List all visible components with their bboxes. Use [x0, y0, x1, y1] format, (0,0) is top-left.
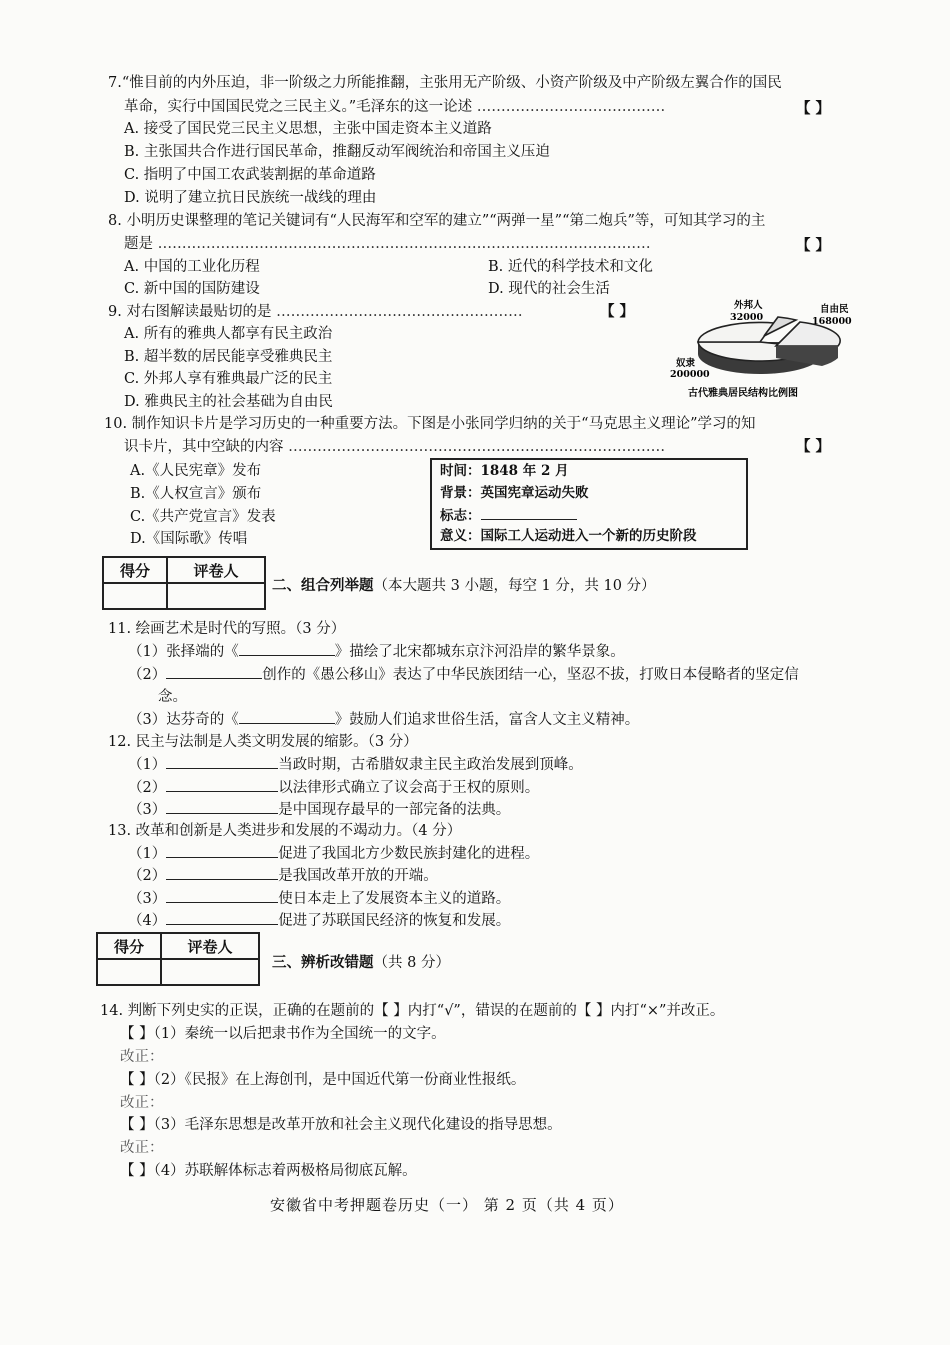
q10-line2	[124, 436, 665, 458]
q13-2-num: （2）	[128, 868, 167, 884]
q14-correct3[interactable]: 改正：	[120, 1140, 164, 1156]
section2-heading	[272, 575, 656, 597]
q10-line1: 10. 制作知识卡片是学习历史的一种重要方法。下图是小张同学归纳的关于“马克思主义理论”学习的知	[104, 416, 756, 432]
q13-stem: 13. 改革和创新是人类进步和发展的不竭动力。（4 分）	[108, 823, 462, 839]
q9-option-b[interactable]: B. 超半数的居民能享受雅典民主	[124, 349, 333, 365]
q7-line2-text: 革命，实行中国国民党之三民主义。”毛泽东的这一论述	[124, 99, 473, 115]
grader-header-2: 评卷人	[161, 933, 259, 959]
card-sign	[440, 505, 577, 526]
q7-option-c[interactable]: C. 指明了中国工农武装割据的革命道路	[124, 167, 376, 183]
q8-line2	[124, 233, 651, 255]
section3-heading	[272, 952, 450, 974]
q13-3-text: 使日本走上了发展资本主义的道路。	[278, 891, 511, 907]
q12-1-blank[interactable]	[166, 754, 278, 769]
q13-item4	[128, 910, 510, 932]
q11-item1	[128, 641, 625, 663]
score-header: 得分	[103, 557, 167, 583]
pie-title: 古代雅典居民结构比例图	[688, 388, 798, 399]
card-meaning: 意义：国际工人运动进入一个新的历史阶段	[440, 528, 697, 544]
knowledge-card	[430, 458, 748, 550]
q13-3-num: （3）	[128, 891, 167, 907]
q10-answer-bracket[interactable]: 【 】	[796, 438, 831, 455]
athens-population-pie-chart	[670, 296, 870, 406]
q11-stem: 11. 绘画艺术是时代的写照。（3 分）	[108, 621, 346, 637]
q10-option-a[interactable]: A.《人民宪章》发布	[130, 463, 262, 479]
q8-option-b[interactable]: B. 近代的科学技术和文化	[488, 259, 653, 275]
q12-item3	[128, 799, 510, 821]
q14-correct1[interactable]: 改正：	[120, 1049, 164, 1065]
q13-1-num: （1）	[128, 846, 167, 862]
q11-item2-cont: 念。	[158, 689, 187, 705]
q12-stem: 12. 民主与法制是人类文明发展的缩影。（3 分）	[108, 734, 418, 750]
pie-slice-slave-top	[698, 322, 774, 342]
q13-item2	[128, 865, 438, 887]
label-slave: 奴隶	[676, 358, 696, 369]
q9-option-a[interactable]: A. 所有的雅典人都享有民主政治	[124, 326, 333, 342]
q11-item2	[128, 664, 799, 686]
q10-option-b[interactable]: B.《人权宣言》颁布	[130, 486, 262, 502]
section3-note: （共 8 分）	[373, 955, 450, 971]
q8-answer-bracket[interactable]: 【 】	[796, 237, 831, 254]
q13-4-num: （4）	[128, 913, 167, 929]
q10-line2-text: 识卡片，其中空缺的内容	[124, 439, 284, 455]
q8-option-a[interactable]: A. 中国的工业化历程	[124, 259, 260, 275]
q7-dots: …………………………………	[476, 99, 666, 115]
score-cell-2[interactable]	[97, 959, 161, 985]
q13-1-blank[interactable]	[166, 843, 278, 858]
label-foreigner: 外邦人	[734, 300, 763, 311]
card-sign-label: 标志：	[440, 508, 481, 524]
q12-1-num: （1）	[128, 757, 167, 773]
pie-svg	[670, 296, 870, 406]
q13-3-blank[interactable]	[166, 888, 278, 903]
q8-option-d[interactable]: D. 现代的社会生活	[488, 281, 610, 297]
grader-cell[interactable]	[167, 583, 265, 609]
q11-3-blank[interactable]	[239, 709, 335, 724]
card-time: 时间：1848 年 2 月	[440, 463, 569, 479]
q12-item2	[128, 777, 539, 799]
value-citizen: 168000	[812, 316, 852, 327]
q14-item2[interactable]: 【 】（2）《民报》在上海创刊，是中国近代第一份商业性报纸。	[120, 1072, 526, 1088]
section3-title: 三、辨析改错题	[272, 954, 374, 971]
q9-line1-text: 9. 对右图解读最贴切的是	[108, 304, 272, 320]
q7-option-b[interactable]: B. 主张国共合作进行国民革命，推翻反动军阀统治和帝国主义压迫	[124, 144, 550, 160]
q8-line2-text: 题是	[124, 236, 153, 252]
q10-dots: ……………………………………………………………………	[288, 439, 666, 455]
q11-2-blank[interactable]	[166, 664, 262, 679]
q12-1-text: 当政时期，古希腊奴隶主民主政治发展到顶峰。	[278, 757, 583, 773]
value-foreigner: 32000	[730, 312, 764, 323]
q13-item3	[128, 888, 510, 910]
q8-dots: …………………………………………………………………………………………	[157, 236, 651, 252]
q13-1-text: 促进了我国北方少数民族封建化的进程。	[278, 846, 540, 862]
q12-2-num: （2）	[128, 780, 167, 796]
score-box-2	[96, 932, 260, 986]
q13-4-text: 促进了苏联国民经济的恢复和发展。	[278, 913, 511, 929]
q7-line1: 7.“惟目前的内外压迫，非一阶级之力所能推翻，主张用无产阶级、小资产阶级及中产阶级左翼合作的国民	[108, 75, 782, 91]
q11-item3	[128, 709, 639, 731]
q11-1-blank[interactable]	[239, 641, 335, 656]
q12-3-num: （3）	[128, 802, 167, 818]
q9-answer-bracket[interactable]: 【 】	[600, 303, 635, 320]
q13-item1	[128, 843, 539, 865]
q14-item1[interactable]: 【 】（1）秦统一以后把隶书作为全国统一的文字。	[120, 1026, 446, 1042]
q7-option-d[interactable]: D. 说明了建立抗日民族统一战线的理由	[124, 190, 377, 206]
card-sign-blank[interactable]	[481, 505, 577, 520]
q14-correct2[interactable]: 改正：	[120, 1095, 164, 1111]
q12-item1	[128, 754, 583, 776]
q12-3-text: 是中国现存最早的一部完备的法典。	[278, 802, 511, 818]
q12-3-blank[interactable]	[166, 799, 278, 814]
q14-stem: 14. 判断下列史实的正误，正确的在题前的【 】内打“√”，错误的在题前的【 】内打“×”并改正。	[100, 1003, 725, 1019]
q12-2-text: 以法律形式确立了议会高于王权的原则。	[278, 780, 540, 796]
q8-line1: 8. 小明历史课整理的笔记关键词有“人民海军和空军的建立”“两弹一星”“第二炮兵”等，可知其学习的主	[108, 213, 766, 229]
score-cell[interactable]	[103, 583, 167, 609]
grader-header: 评卷人	[167, 557, 265, 583]
q13-2-text: 是我国改革开放的开端。	[278, 868, 438, 884]
card-background: 背景：英国宪章运动失败	[440, 485, 589, 501]
q11-2-post: 创作的《愚公移山》表达了中华民族团结一心，坚忍不拔，打败日本侵略者的坚定信	[262, 667, 799, 683]
q11-3-post: 》鼓励人们追求世俗生活，富含人文主义精神。	[334, 712, 640, 728]
q11-3-pre: （3）达芬奇的《	[128, 712, 239, 728]
q10-option-d[interactable]: D.《国际歌》传唱	[130, 531, 248, 547]
score-header-2: 得分	[97, 933, 161, 959]
q13-2-blank[interactable]	[166, 865, 278, 880]
label-citizen: 自由民	[820, 304, 849, 315]
value-slave: 200000	[670, 369, 710, 380]
q11-2-pre: （2）	[128, 667, 167, 683]
q13-4-blank[interactable]	[166, 910, 278, 925]
q11-1-pre: （1）张择端的《	[128, 644, 239, 660]
q9-option-c[interactable]: C. 外邦人享有雅典最广泛的民主	[124, 371, 333, 387]
q9-dots: ……………………………………………	[276, 304, 523, 320]
q9-line1	[108, 301, 523, 323]
q7-option-a[interactable]: A. 接受了国民党三民主义思想，主张中国走资本主义道路	[124, 121, 492, 137]
section2-note: （本大题共 3 小题，每空 1 分，共 10 分）	[373, 578, 656, 594]
score-box-1	[102, 556, 266, 610]
q7-answer-bracket[interactable]: 【 】	[796, 100, 831, 117]
q14-item3[interactable]: 【 】（3）毛泽东思想是改革开放和社会主义现代化建设的指导思想。	[120, 1117, 562, 1133]
q14-item4[interactable]: 【 】（4）苏联解体标志着两极格局彻底瓦解。	[120, 1163, 417, 1179]
q9-option-d[interactable]: D. 雅典民主的社会基础为自由民	[124, 394, 333, 410]
grader-cell-2[interactable]	[161, 959, 259, 985]
q7-line2	[124, 96, 665, 118]
q11-1-post: 》描绘了北宋都城东京汴河沿岸的繁华景象。	[334, 644, 625, 660]
section2-title: 二、组合列举题	[272, 577, 374, 594]
q8-option-c[interactable]: C. 新中国的国防建设	[124, 281, 260, 297]
q12-2-blank[interactable]	[166, 777, 278, 792]
page-footer: 安徽省中考押题卷历史（一） 第 2 页（共 4 页）	[270, 1196, 624, 1214]
q10-option-c[interactable]: C.《共产党宣言》发表	[130, 509, 276, 525]
